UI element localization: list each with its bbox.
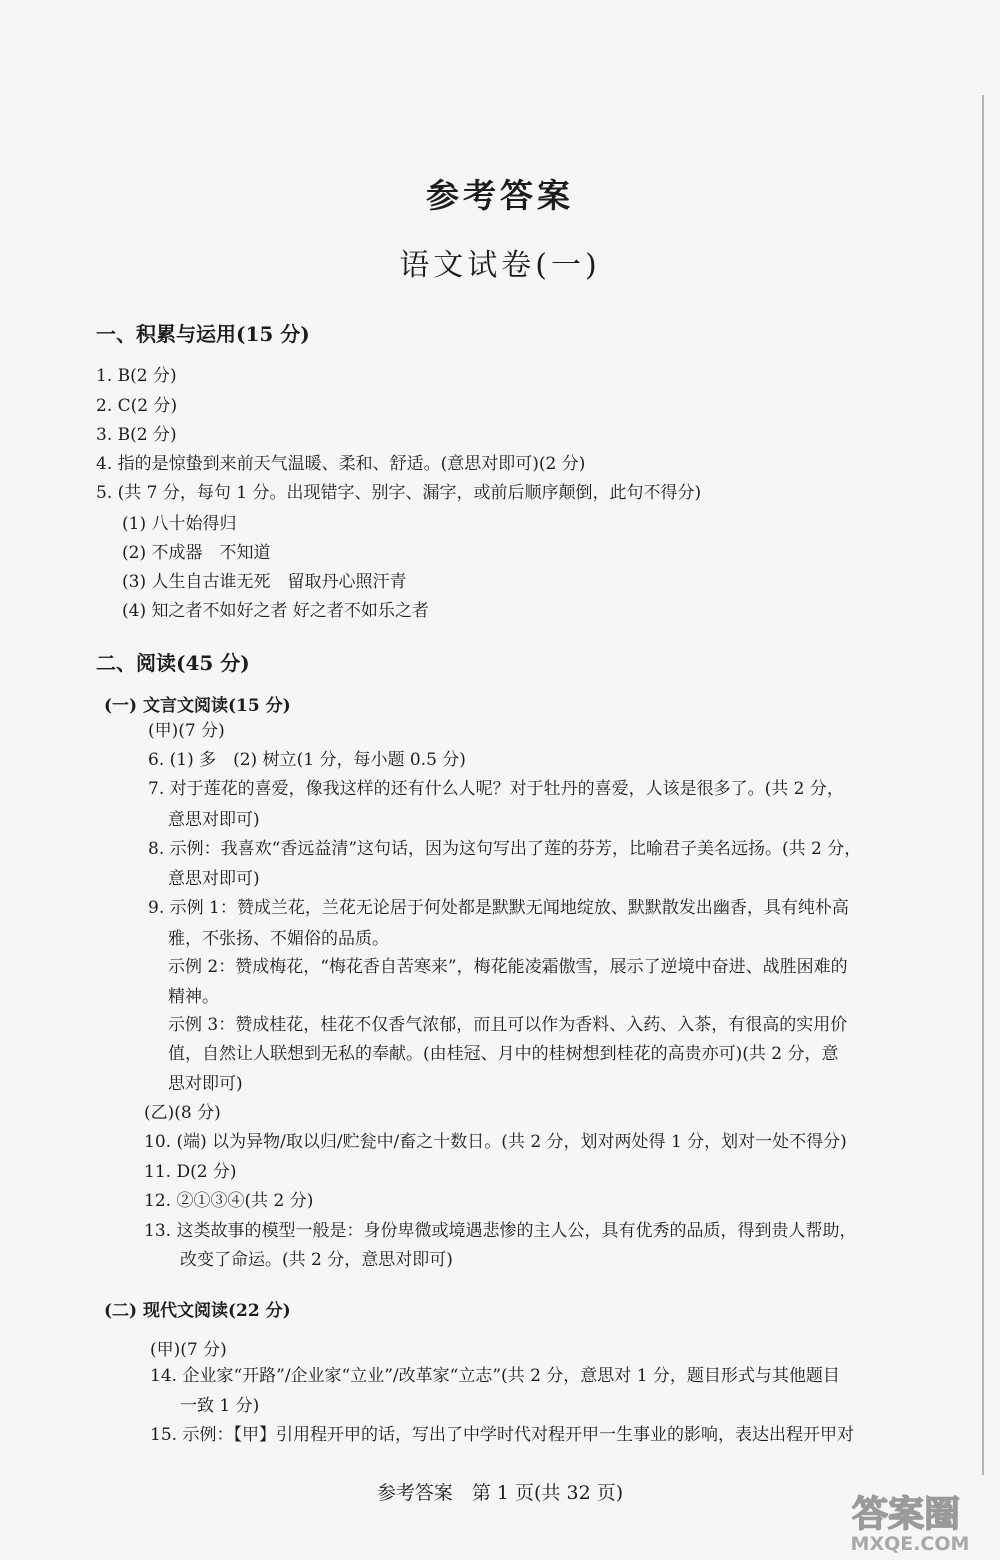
answer-line: 11. D(2 分) <box>144 1162 237 1182</box>
answer-line: 1. B(2 分) <box>96 366 177 386</box>
answer-line: 7. 对于莲花的喜爱，像我这样的还有什么人呢？对于牡丹的喜爱，人该是很多了。(共 2 分， <box>148 779 844 799</box>
answer-line: 8. 示例：我喜欢“香远益清”这句话，因为这句写出了莲的芬芳，比喻君子美名远扬。(共 2 分， <box>148 839 862 859</box>
answer-line: 思对即可) <box>168 1074 243 1094</box>
answer-line: 值，自然让人联想到无私的奉献。(由桂冠、月中的桂树想到桂花的高贵亦可)(共 2 分，意 <box>168 1044 839 1064</box>
answer-line: 一致 1 分) <box>180 1396 260 1416</box>
answer-line: 2. C(2 分) <box>96 396 178 416</box>
answer-line: 示例 2：赞成梅花，“梅花香自苦寒来”，梅花能凌霜傲雪，展示了逆境中奋进、战胜困难的 <box>168 957 848 977</box>
answer-line: (甲)(7 分) <box>148 721 225 741</box>
subsection-heading-2: (二) 现代文阅读(22 分) <box>104 1301 291 1321</box>
answer-line: 15. 示例：【甲】引用程开甲的话，写出了中学时代对程开甲一生事业的影响，表达出程开甲对 <box>150 1425 854 1445</box>
page-edge <box>982 95 984 1475</box>
answer-line: 9. 示例 1：赞成兰花，兰花无论居于何处都是默默无闻地绽放、默默散发出幽香，具有纯朴高 <box>148 898 849 918</box>
answer-line: 改变了命运。(共 2 分，意思对即可) <box>180 1250 453 1270</box>
answer-line: (乙)(8 分) <box>144 1103 221 1123</box>
answer-line: 示例 3：赞成桂花，桂花不仅香气浓郁，而且可以作为香料、入药、入茶，有很高的实用价 <box>168 1015 848 1035</box>
page-title: 参考答案 <box>426 176 574 215</box>
answer-line: 12. ②①③④(共 2 分) <box>144 1191 314 1211</box>
answer-line: (2) 不成器 不知道 <box>122 543 271 563</box>
answer-line: 意思对即可) <box>168 810 260 830</box>
answer-line: (甲)(7 分) <box>150 1340 227 1360</box>
answer-line: 精神。 <box>168 987 219 1007</box>
answer-line: 雅，不张扬、不媚俗的品质。 <box>168 929 389 949</box>
answer-line: (3) 人生自古谁无死 留取丹心照汗青 <box>122 572 407 592</box>
section-heading-1: 一、积累与运用(15 分) <box>96 322 310 346</box>
watermark-url: MXQE.COM <box>850 1533 970 1554</box>
answer-line: 5. (共 7 分，每句 1 分。出现错字、别字、漏字，或前后顺序颠倒，此句不得分) <box>96 483 702 503</box>
subsection-heading-1: (一) 文言文阅读(15 分) <box>104 696 291 716</box>
answer-line: 6. (1) 多 (2) 树立(1 分，每小题 0.5 分) <box>148 750 466 770</box>
answer-line: 13. 这类故事的模型一般是：身份卑微或境遇悲惨的主人公，具有优秀的品质，得到贵人帮助， <box>144 1221 857 1241</box>
watermark-logo <box>818 1488 988 1554</box>
page-footer: 参考答案 第 1 页(共 32 页) <box>376 1482 624 1504</box>
answer-line: 4. 指的是惊蛰到来前天气温暖、柔和、舒适。(意思对即可)(2 分) <box>96 454 586 474</box>
section-heading-2: 二、阅读(45 分) <box>96 651 250 675</box>
answer-line: 14. 企业家“开路”/企业家“立业”/改革家“立志”(共 2 分，意思对 1 分，题目形式与其他题目 <box>150 1366 840 1386</box>
answer-line: 3. B(2 分) <box>96 425 177 445</box>
answer-line: 意思对即可) <box>168 869 260 889</box>
answer-line: (4) 知之者不如好之者 好之者不如乐之者 <box>122 601 429 621</box>
answer-line: 10. (端) 以为异物/取以归/贮瓮中/畜之十数日。(共 2 分，划对两处得 1 分，划对一处不得分) <box>144 1132 847 1152</box>
page-subtitle: 语文试卷(一) <box>399 248 601 283</box>
watermark-logo-text: 答案圈 <box>851 1494 961 1535</box>
answer-line: (1) 八十始得归 <box>122 514 237 534</box>
